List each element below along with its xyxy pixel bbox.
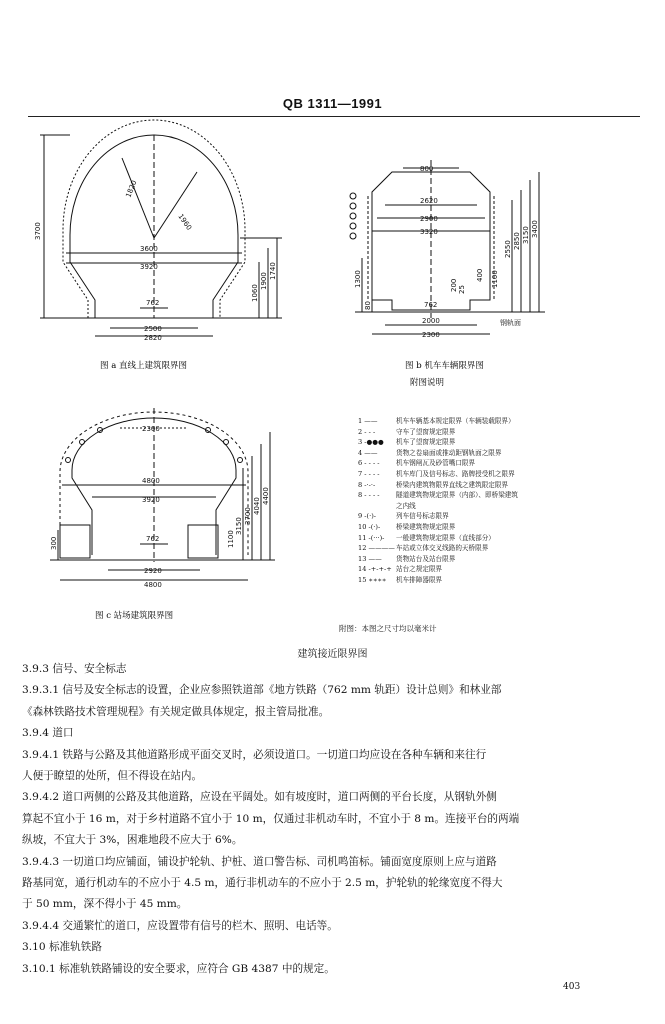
fig-b-h8: 25 (458, 285, 466, 294)
legend-text: 桥梁内建筑物限界直线之建筑限定限界 (396, 480, 509, 489)
fig-b-w1: 2620 (420, 197, 438, 205)
fig-b-h3: 3150 (522, 226, 530, 244)
fig-b-h7: 200 (450, 278, 458, 292)
paragraph-line: 纵坡，不宜大于 3%，困难地段不应大于 6%。 (22, 834, 243, 847)
legend-text: 货物站台及站台限界 (396, 554, 456, 563)
section-heading: 3.9.4 道口 (22, 727, 74, 740)
legend-text: 机车了望窗规定限界 (396, 438, 456, 447)
page-number: 403 (563, 982, 581, 992)
paragraph-line: 路基同宽，通行机动车的不应小于 4.5 m，通行非机动车的不应小于 2.5 m，护轮轨的轮缘宽度不得大 (22, 877, 503, 890)
units-note: 附图：本图之尺寸均以毫米计 (339, 624, 437, 633)
legend-text: 桥梁建筑物规定限界 (396, 522, 456, 531)
paragraph-line: 3.9.4.3 一切道口均应铺面，铺设护轮轨、护桩、道口警告标、司机鸣笛标。铺面宽度原则上应与道路 (22, 855, 497, 868)
paragraph-line: 3.9.4.4 交通繁忙的道口，应设置带有信号的栏木、照明、电话等。 (22, 919, 338, 932)
fig-c-h2: 3700 (244, 507, 252, 525)
figure-a-drawing (40, 120, 282, 336)
legend-text: 守车了望窗规定限界 (396, 427, 456, 436)
paragraph-line: 3.9.3.1 信号及安全标志的设置，企业应参照铁道部《地方铁路（762 mm 轨距）设计总则》和林业部 (22, 684, 502, 697)
paragraph-line: 算起不宜小于 16 m，对于乡村道路不宜小于 10 m，仅通过非机动车时，不宜小于 8 m。连接平台的两端 (22, 812, 520, 825)
fig-a-gauge: 762 (146, 299, 160, 307)
fig-c-w4: 4800 (144, 581, 162, 589)
legend-item (358, 490, 518, 501)
paragraph-line: 3.9.4.1 铁路与公路及其他道路形成平面交叉时，必须设道口。一切道口均应设在各种车辆和来往行 (22, 748, 487, 761)
fig-b-h1: 2550 (504, 240, 512, 258)
section-heading: 3.9.3 信号、安全标志 (22, 663, 127, 675)
legend-symbol: 8 -·-·- (358, 480, 376, 489)
fig-c-w3: 2920 (144, 567, 162, 575)
legend-symbol: 1 —— (358, 417, 378, 425)
fig-c-h5: 300 (50, 536, 58, 550)
fig-c-gauge: 762 (146, 535, 160, 543)
fig-b-top: 800 (420, 165, 434, 173)
fig-c-top: 2300 (142, 425, 160, 433)
fig-a-r2: 1960 (176, 212, 194, 232)
legend-text: 隧道建筑物规定限界（内部）、即桥梁建筑 (396, 491, 518, 500)
fig-a-w2: 3920 (140, 263, 158, 271)
fig-a-w1: 3600 (140, 245, 158, 253)
legend-text: 之内线 (396, 501, 416, 510)
fig-a-h2: 1060 (251, 284, 259, 302)
fig-a-h3: 1900 (260, 272, 268, 290)
figure-c-drawing (50, 408, 275, 580)
fig-c-h4: 4400 (262, 487, 270, 505)
legend-item (358, 522, 518, 533)
legend-item (358, 575, 518, 586)
legend-item (358, 416, 518, 427)
fig-b-w4: 2000 (422, 317, 440, 325)
legend-text: 列车信号标志限界 (396, 512, 449, 521)
fig-b-gauge: 762 (424, 301, 438, 309)
fig-b-h10: 1100 (491, 270, 499, 288)
legend-text: 机车钢闸瓦及砂管嘴口限界 (396, 459, 476, 468)
fig-b-w3: 3320 (420, 228, 438, 236)
fig-a-r1: 1820 (124, 179, 139, 199)
legend-item (358, 543, 518, 554)
fig-a-h1: 3700 (34, 222, 42, 240)
legend-symbol: 10 -(·)- (358, 522, 381, 531)
legend-text: 机车车辆基本规定限界（车辆装载限界） (396, 417, 515, 425)
fig-c-w2: 3920 (142, 496, 160, 504)
figure-title: 建筑接近限界图 (297, 649, 368, 660)
legend-symbol: 8 - - - - (358, 491, 380, 500)
fig-b-rail-label: 钢轨面 (500, 319, 521, 327)
legend-item (358, 533, 518, 544)
legend-item (358, 511, 518, 522)
legend-text: 站台之规定限界 (396, 565, 443, 574)
fig-a-caption: 图 a 直线上建筑限界图 (100, 361, 187, 371)
legend-item (358, 437, 518, 448)
fig-b-h6: 80 (364, 301, 372, 310)
legend-list (358, 416, 518, 586)
legend-symbol: 9 -(·)- (358, 512, 376, 521)
fig-c-h1: 3150 (235, 517, 243, 535)
fig-b-h9: 400 (476, 268, 484, 282)
paragraph-line: 3.9.4.2 道口两侧的公路及其他道路，应设在平阔处。如有坡度时，道口两侧的平台长度，从钢轨外侧 (22, 791, 497, 804)
fig-b-h4: 3400 (531, 220, 539, 238)
fig-c-caption: 图 c 站场建筑限界图 (95, 611, 174, 621)
paragraph-line: 于 50 mm，深不得小于 45 mm。 (22, 898, 188, 911)
legend-symbol: 12 ———— (358, 544, 395, 553)
body-text (22, 659, 640, 980)
legend-item (358, 564, 518, 575)
legend-item (358, 448, 518, 459)
legend-text: 货物之卷扇面或推动距钢轨面之限界 (396, 448, 502, 457)
legend-text: 机车库门及信号标志、路牌授受机之限界 (396, 469, 515, 478)
page-header: QB 1311—1991 (282, 96, 383, 111)
legend-symbol: 3 -●●● (358, 438, 384, 447)
legend-item (358, 427, 518, 438)
legend-item (358, 480, 518, 491)
fig-a-h4: 1740 (269, 262, 277, 280)
legend-symbol: 4 —— (358, 448, 378, 457)
legend-text: 一般建筑物规定限界（直线部分） (396, 533, 495, 542)
fig-c-h6: 1100 (227, 530, 235, 548)
fig-a-w3: 2500 (144, 325, 162, 333)
legend-symbol: 11 -(···)- (358, 533, 385, 542)
legend-title: 附图说明 (410, 378, 445, 388)
fig-b-caption: 图 b 机车车辆限界图 (405, 361, 484, 371)
fig-b-w2: 2900 (420, 215, 438, 223)
paragraph-line: 人便于瞭望的处所，但不得设在站内。 (22, 770, 203, 783)
fig-c-h3: 4040 (253, 497, 261, 515)
fig-b-w5: 2300 (422, 331, 440, 339)
legend-symbol: 6 - - - - (358, 459, 380, 468)
legend-symbol: 2 - - - (358, 427, 376, 436)
legend-text: 机车排障器限界 (396, 575, 443, 584)
legend-symbol: 13 —— (358, 554, 382, 563)
legend-symbol: 7 - - - - (358, 469, 380, 478)
fig-b-h5: 1300 (354, 270, 362, 288)
legend-item (358, 458, 518, 469)
legend-symbol: 15 ∗∗∗∗ (358, 575, 387, 584)
section-heading: 3.10 标准轨铁路 (22, 941, 102, 954)
legend-item (358, 469, 518, 480)
legend-item (358, 501, 518, 512)
legend-symbol: 14 -+-+-+ (358, 565, 392, 574)
paragraph-line: 《森林铁路技术管理规程》有关规定做具体规定，报主管局批准。 (22, 705, 330, 718)
fig-c-w1: 4800 (142, 477, 160, 485)
legend-item (358, 554, 518, 565)
paragraph-line: 3.10.1 标准轨铁路铺设的安全要求，应符合 GB 4387 中的规定。 (22, 962, 335, 975)
fig-b-h2: 2850 (513, 232, 521, 250)
fig-a-w4: 2820 (144, 334, 162, 342)
legend-text: 车站或立体交叉线路的天桥限界 (396, 544, 489, 553)
